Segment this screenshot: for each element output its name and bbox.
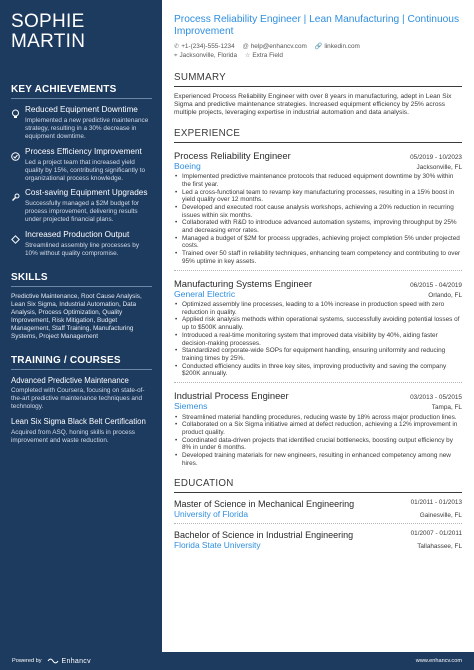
summary-text: Experienced Process Reliability Engineer with over 8 years in manufacturing, adept in Lean Six Sigma and predictive maintenance strategies. Increased equipment efficiency by 25% across multiple projects, leveraging expertise in industrial automation and data analysis. bbox=[174, 93, 452, 117]
skills-list: Predictive Maintenance, Root Cause Analysis, Lean Six Sigma, Industrial Automation, Data Analysis, Process Optimization, Quality Improvement, Risk Mitigation, Budget Management, Staff Training, Manufacturing Systems, Project Management bbox=[11, 292, 142, 340]
phone-icon: ✆ bbox=[174, 43, 180, 50]
edu-location: Gainesville, FL bbox=[419, 511, 462, 519]
bullet-item: • Standardized corporate-wide SOPs for equipment handling, ensuring uniformity and reducing training times by 25%. bbox=[174, 347, 462, 362]
bullet-list bbox=[174, 173, 462, 265]
achievement-item bbox=[11, 230, 152, 258]
courses-section bbox=[11, 355, 152, 445]
main-content bbox=[174, 14, 462, 550]
email-icon: @ bbox=[242, 43, 249, 50]
link-icon: 🔗 bbox=[314, 43, 323, 50]
course-title: Advanced Predictive Maintenance bbox=[11, 375, 129, 385]
achievement-title: Cost-saving Equipment Upgrades bbox=[25, 188, 148, 198]
courses-heading: TRAINING / COURSES bbox=[11, 355, 152, 370]
achievement-desc: Streamlined assembly line processes by 10% without quality compromise. bbox=[25, 242, 140, 258]
experience-heading: EXPERIENCE bbox=[174, 128, 462, 143]
name-first: SOPHIE bbox=[11, 11, 85, 32]
education-item bbox=[174, 499, 462, 524]
job-role: Process Reliability Engineer bbox=[174, 149, 291, 161]
bullet-item: • Optimized assembly line processes, leading to a 10% increase in production speed with zero reduction in quality. bbox=[174, 301, 462, 316]
achievements-heading: KEY ACHIEVEMENTS bbox=[11, 84, 152, 99]
star-icon: ☆ bbox=[244, 52, 251, 59]
degree: Master of Science in Mechanical Engineering bbox=[174, 498, 355, 509]
experience-item bbox=[174, 150, 462, 271]
summary-heading: SUMMARY bbox=[174, 72, 462, 87]
job-role: Manufacturing Systems Engineer bbox=[174, 277, 313, 289]
location: Jacksonville, Florida bbox=[179, 52, 238, 59]
footer-website[interactable]: www.enhancv.com bbox=[415, 658, 462, 664]
bullet-item: • Applied risk analysis methods within operational systems, successfully avoiding potential losses of up to $500K annually. bbox=[174, 316, 462, 331]
achievement-item bbox=[11, 188, 152, 224]
email-item bbox=[242, 43, 306, 50]
course-title: Lean Six Sigma Black Belt Certification bbox=[11, 417, 146, 427]
achievement-desc: Successfully managed a $2M budget for process improvement, delivering results under projected financial plans. bbox=[25, 200, 140, 224]
email[interactable]: help@enhancv.com bbox=[250, 43, 307, 50]
achievements-section bbox=[11, 84, 152, 258]
achievement-title: Process Efficiency Improvement bbox=[25, 146, 142, 156]
achievement-title: Reduced Equipment Downtime bbox=[25, 105, 138, 114]
wrench-icon bbox=[11, 188, 25, 224]
bullet-item: • Collaborated with R&D to introduce advanced automation systems, improving throughput by 25% and decreasing error rates. bbox=[174, 219, 462, 234]
education-heading: EDUCATION bbox=[174, 478, 462, 493]
bullet-list bbox=[174, 301, 462, 378]
course-item bbox=[11, 417, 152, 444]
bulb-icon bbox=[11, 105, 25, 141]
company-name: General Electric bbox=[174, 288, 236, 299]
sidebar bbox=[0, 0, 162, 652]
job-dates: 05/2019 - 10/2023 bbox=[410, 153, 462, 161]
linkedin-item bbox=[315, 43, 360, 50]
summary-section bbox=[174, 72, 462, 118]
bullet-item: • Trained over 50 staff in reliability techniques, enhancing team competency and contributing to over 95% uptime in key assets. bbox=[174, 250, 462, 265]
achievement-desc: Implemented a new predictive maintenance strategy, resulting in a 30% decrease in equipment downtime. bbox=[25, 117, 149, 140]
candidate-name bbox=[11, 12, 152, 52]
edu-dates: 01/2007 - 01/2011 bbox=[410, 529, 462, 537]
edu-location: Tallahassee, FL bbox=[417, 543, 462, 551]
phone[interactable]: +1-(234)-555-1234 bbox=[181, 43, 235, 50]
job-dates: 03/2013 - 05/2015 bbox=[410, 394, 462, 402]
skills-section bbox=[11, 272, 152, 341]
job-dates: 06/2015 - 04/2019 bbox=[410, 281, 462, 289]
divider bbox=[174, 382, 462, 383]
job-role: Industrial Process Engineer bbox=[174, 390, 289, 402]
school-name: University of Florida bbox=[174, 508, 249, 519]
course-desc: Completed with Coursera, focusing on state-of-the-art predictive maintenance techniques and technology. bbox=[11, 387, 145, 411]
achievement-item bbox=[11, 147, 152, 183]
bullet-item: • Developed and executed root cause analysis workshops, achieving a 20% reduction in recurring issues within six months. bbox=[174, 204, 462, 219]
course-item bbox=[11, 376, 152, 411]
enhancv-logo[interactable] bbox=[47, 658, 91, 665]
extra-item bbox=[245, 52, 283, 59]
job-location: Orlando, FL bbox=[428, 291, 462, 299]
bullet-item: • Led a cross-functional team to revamp key manufacturing processes, resulting in a 15% boost in yield quality over 12 months. bbox=[174, 189, 462, 204]
check-icon bbox=[11, 147, 25, 183]
diamond-icon bbox=[11, 230, 25, 258]
footer-bar bbox=[0, 652, 474, 670]
location-pin-icon: ⌖ bbox=[174, 52, 178, 59]
divider bbox=[174, 523, 462, 524]
edu-dates: 01/2011 - 01/2013 bbox=[410, 498, 462, 506]
achievement-desc: Led a project team that increased yield quality by 15%, contributing significantly to organizational process knowledge. bbox=[25, 158, 146, 182]
achievement-item bbox=[11, 105, 152, 141]
name-last: MARTIN bbox=[11, 31, 86, 52]
bullet-item: • Streamlined material handling procedures, reducing waste by 18% across major production lines. bbox=[174, 414, 462, 422]
bullet-item: • Introduced a real-time monitoring system that improved data visibility by 40%, aiding faster decision-making processes. bbox=[174, 332, 462, 347]
phone-item bbox=[174, 43, 235, 50]
bullet-item: • Managed a budget of $2M for process upgrades, achieving project completion 5% under projected costs. bbox=[174, 235, 462, 250]
school-name: Florida State University bbox=[174, 540, 261, 551]
experience-item bbox=[174, 278, 462, 384]
company-name: Siemens bbox=[174, 401, 208, 412]
contact-info bbox=[174, 42, 462, 60]
location-item bbox=[174, 52, 237, 59]
education-section bbox=[174, 478, 462, 551]
degree: Bachelor of Science in Industrial Engineering bbox=[174, 529, 354, 540]
achievement-title: Increased Production Output bbox=[25, 230, 130, 240]
extra-field: Extra Field bbox=[252, 52, 283, 59]
bullet-item: • Conducted efficiency audits in three key sites, improving productivity and saving the company $200K annually. bbox=[174, 363, 462, 378]
job-location: Tampa, FL bbox=[431, 404, 462, 412]
company-name: Boeing bbox=[174, 160, 201, 171]
education-item bbox=[174, 530, 462, 550]
experience-item bbox=[174, 390, 462, 467]
linkedin[interactable]: linkedin.com bbox=[324, 43, 360, 50]
bullet-item: • Coordinated data-driven projects that identified crucial bottlenecks, boosting output efficiency by 8% in under 6 months. bbox=[174, 437, 462, 452]
bullet-item: • Implemented predictive maintenance protocols that reduced equipment downtime by 30% within the first year. bbox=[174, 173, 462, 188]
bullet-item: • Developed training materials for new engineers, resulting in enhanced competency among new hires. bbox=[174, 452, 462, 467]
powered-by-label: Powered by bbox=[12, 658, 42, 664]
headline: Process Reliability Engineer | Lean Manufacturing | Continuous Improvement bbox=[174, 14, 460, 37]
divider bbox=[174, 270, 462, 271]
enhancv-logo-icon bbox=[47, 658, 59, 664]
skills-heading: SKILLS bbox=[11, 272, 152, 287]
course-desc: Acquired from ASQ, honing skills in process improvement and waste reduction. bbox=[11, 428, 135, 444]
bullet-list bbox=[174, 414, 462, 468]
brand-name: Enhancv bbox=[61, 657, 91, 665]
bullet-item: • Collaborated on a Six Sigma initiative aimed at defect reduction, achieving a 12% improvement in product quality. bbox=[174, 421, 462, 436]
job-location: Jacksonville, FL bbox=[416, 163, 462, 171]
experience-section bbox=[174, 128, 462, 468]
